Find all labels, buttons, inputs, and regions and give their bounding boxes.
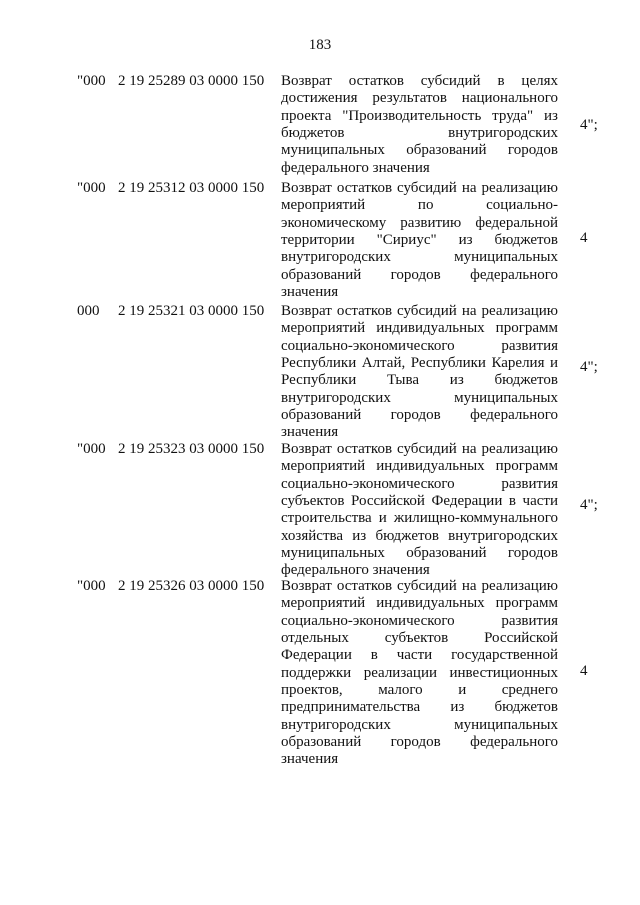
row-description bbox=[281, 180, 558, 301]
row-tail: 4 bbox=[580, 230, 588, 246]
description-line: поддержки реализации инвестиционных bbox=[281, 664, 558, 681]
row-prefix: "000 bbox=[77, 441, 106, 457]
description-line: Возврат остатков субсидий в целях bbox=[281, 73, 558, 89]
description-line: социально-экономического развития bbox=[281, 475, 558, 492]
description-line: экономическому развитию федеральной bbox=[281, 214, 558, 231]
row-prefix: 000 bbox=[77, 303, 100, 319]
description-line: внутригородских муниципальных bbox=[281, 249, 558, 266]
description-line: федерального значения bbox=[281, 562, 430, 579]
description-line: предпринимательства из бюджетов bbox=[281, 699, 558, 716]
description-line: муниципальных образований городов bbox=[281, 545, 558, 562]
description-line: социально-экономического развития bbox=[281, 337, 558, 354]
description-line: мероприятий по социально- bbox=[281, 197, 558, 214]
budget-code: 2 19 25312 03 0000 150 bbox=[118, 180, 265, 196]
row-prefix: "000 bbox=[77, 180, 106, 196]
description-line: федерального значения bbox=[281, 159, 430, 176]
description-line: значения bbox=[281, 751, 339, 768]
budget-code: 2 19 25326 03 0000 150 bbox=[118, 578, 265, 594]
description-line: Федерации в части государственной bbox=[281, 647, 558, 664]
description-line: бюджетов внутригородских bbox=[281, 125, 558, 142]
row-tail: 4"; bbox=[580, 117, 598, 133]
description-line: мероприятий индивидуальных программ bbox=[281, 320, 558, 337]
row-tail: 4"; bbox=[580, 497, 598, 513]
row-prefix: "000 bbox=[77, 73, 106, 89]
description-line: Республики Тыва из бюджетов bbox=[281, 372, 558, 389]
budget-code: 2 19 25323 03 0000 150 bbox=[118, 441, 265, 457]
row-tail: 4 bbox=[580, 663, 588, 679]
description-line: образований городов федерального bbox=[281, 734, 558, 751]
description-line: Возврат остатков субсидий на реализацию bbox=[281, 303, 558, 319]
budget-code: 2 19 25321 03 0000 150 bbox=[118, 303, 265, 319]
description-line: отдельных субъектов Российской bbox=[281, 630, 558, 647]
description-line: социально-экономического развития bbox=[281, 612, 558, 629]
description-line: мероприятий индивидуальных программ bbox=[281, 458, 558, 475]
description-line: образований городов федерального bbox=[281, 266, 558, 283]
description-line: достижения результатов национального bbox=[281, 90, 558, 107]
description-line: строительства и жилищно-коммунального bbox=[281, 510, 558, 527]
row-description bbox=[281, 578, 558, 769]
description-line: хозяйства из бюджетов внутригородских bbox=[281, 527, 558, 544]
row-description bbox=[281, 303, 558, 442]
budget-code: 2 19 25289 03 0000 150 bbox=[118, 73, 265, 89]
description-line: муниципальных образований городов bbox=[281, 142, 558, 159]
description-line: Возврат остатков субсидий на реализацию bbox=[281, 441, 558, 457]
page-number: 183 bbox=[308, 37, 332, 53]
row-description bbox=[281, 441, 558, 580]
description-line: значения bbox=[281, 424, 339, 441]
row-description bbox=[281, 73, 558, 177]
description-line: мероприятий индивидуальных программ bbox=[281, 595, 558, 612]
description-line: проектов, малого и среднего bbox=[281, 682, 558, 699]
description-line: Возврат остатков субсидий на реализацию bbox=[281, 578, 558, 594]
description-line: образований городов федерального bbox=[281, 407, 558, 424]
description-line: территории "Сириус" из бюджетов bbox=[281, 232, 558, 249]
description-line: внутригородских муниципальных bbox=[281, 716, 558, 733]
description-line: значения bbox=[281, 284, 339, 301]
description-line: внутригородских муниципальных bbox=[281, 389, 558, 406]
description-line: Возврат остатков субсидий на реализацию bbox=[281, 180, 558, 196]
description-line: Республики Алтай, Республики Карелия и bbox=[281, 355, 558, 372]
description-line: субъектов Российской Федерации в части bbox=[281, 493, 558, 510]
description-line: проекта "Производительность труда" из bbox=[281, 107, 558, 124]
row-prefix: "000 bbox=[77, 578, 106, 594]
row-tail: 4"; bbox=[580, 359, 598, 375]
